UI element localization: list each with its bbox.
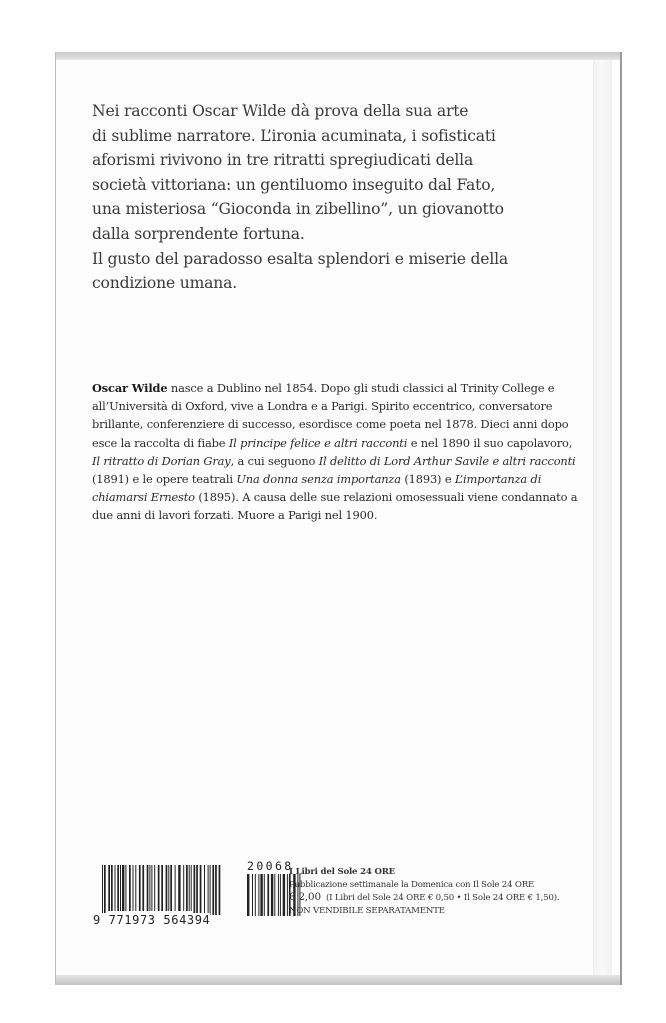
barcode-bar: [142, 865, 144, 911]
bio-segment: (1891) e le opere teatrali: [92, 472, 237, 487]
barcode-addon-digits: 20068: [247, 859, 294, 873]
barcode-bar: [117, 865, 119, 911]
blurb-paragraph-2: [92, 247, 572, 296]
barcode-bar: [111, 865, 113, 911]
bio-title: Il ritratto di Dorian Gray: [92, 453, 231, 468]
bio-segment: (1895). A causa delle sue relazioni omosessuali viene condannato a due anni di lavori forzati. Muore a Parigi nel 1900.: [92, 490, 578, 523]
barcode-bar: [219, 865, 221, 915]
barcode-bar: [178, 865, 180, 911]
barcode-bar: [204, 865, 205, 915]
blurb: [92, 99, 572, 296]
publication-frequency: Pubblicazione settimanale la Domenica con Il Sole 24 ORE: [289, 879, 535, 890]
barcode-bar: [212, 865, 214, 915]
barcode-bar: [274, 874, 275, 916]
barcode-bar: [200, 865, 202, 915]
barcode-bar: [208, 865, 209, 915]
barcode-bar: [287, 874, 288, 916]
barcode-bar: [104, 865, 106, 915]
barcode-bar: [147, 865, 149, 911]
bio-title: Il principe felice e altri racconti: [228, 435, 408, 450]
blurb-line: una misteriosa “Gioconda in zibellino”, un giovanotto: [92, 200, 504, 219]
barcode-bar: [102, 865, 103, 915]
publisher-name: I Libri del Sole 24 ORE: [289, 867, 396, 877]
blurb-line: di sublime narratore. L’ironia acuminata, i sofisticati: [92, 126, 496, 145]
barcode-bar: [278, 874, 279, 916]
barcode-bar: [139, 865, 141, 911]
barcode-bar: [264, 874, 265, 916]
author-bio: [92, 379, 582, 525]
barcode-bar: [247, 874, 249, 916]
barcode-bar: [194, 865, 196, 915]
cover-bottom-edge: [56, 975, 620, 985]
barcode-bar: [283, 874, 285, 916]
barcode-bar: [189, 865, 190, 911]
blurb-line: Nei racconti Oscar Wilde dà prova della sua arte: [92, 102, 469, 120]
barcode-bar: [133, 865, 134, 911]
barcode-bar: [170, 865, 172, 911]
barcode-bar: [129, 865, 131, 911]
barcode-bar: [125, 865, 126, 911]
barcode-bar: [215, 865, 217, 915]
barcode-bar: [191, 865, 192, 911]
barcode-digits: 9 771973 564394: [93, 913, 211, 927]
barcode-bar: [252, 874, 253, 916]
barcode-bar: [166, 865, 168, 911]
price: € 2,00: [289, 891, 321, 904]
barcode-bar: [161, 865, 163, 911]
barcode-bar: [210, 865, 211, 915]
bio-segment: (1893) e: [400, 472, 455, 487]
blurb-line: Il gusto del paradosso esalta splendori e miserie della: [92, 249, 508, 268]
bio-segment: e nel 1890 il suo capolavoro,: [407, 435, 573, 450]
barcode-bar: [255, 874, 256, 916]
barcode-bar: [151, 865, 152, 911]
back-cover: [55, 52, 622, 985]
blurb-line: società vittoriana: un gentiluomo inseguito dal Fato,: [92, 175, 496, 194]
barcode-bar: [258, 874, 259, 916]
blurb-line: dalla sorprendente fortuna.: [92, 224, 305, 243]
blurb-paragraph-1: [92, 99, 572, 247]
barcode-bar: [135, 865, 136, 911]
cover-spine-edge: [593, 60, 612, 975]
bio-segment: nasce a Dublino nel 1854. Dopo gli studi classici al Trinity College e all’Università di Oxford, vive a Londra e a Parigi. Spirito eccentrico, conversatore brillante, conferenziere di successo, esordisce come poeta nel 1878. Dieci anni dopo esce la raccolta di fiabe: [92, 381, 569, 450]
barcode-bar: [183, 865, 184, 911]
sale-notice: NON VENDIBILE SEPARATAMENTE: [289, 905, 445, 916]
barcode-bar: [196, 865, 198, 915]
barcode: [91, 859, 294, 930]
barcode-bar: [108, 865, 110, 911]
barcode-bar: [115, 865, 116, 911]
blurb-line: condizione umana.: [92, 274, 237, 293]
bio-title: Il delitto di Lord Arthur Savile e altri racconti: [318, 453, 576, 468]
barcode-bar: [175, 865, 176, 911]
barcode-bar: [280, 874, 281, 916]
barcode-bar: [158, 865, 160, 911]
cover-top-edge: [56, 52, 620, 60]
barcode-bar: [186, 865, 188, 911]
price-detail: (I Libri del Sole 24 ORE € 0,50 • Il Sole 24 ORE € 1,50).: [325, 893, 560, 904]
barcode-bar: [260, 874, 262, 916]
barcode-bar: [122, 865, 124, 911]
barcode-bar: [149, 865, 150, 911]
barcode-bar: [168, 865, 169, 911]
barcode-bar: [267, 874, 269, 916]
blurb-line: aforismi rivivono in tre ritratti spregiudicati della: [92, 151, 474, 170]
bio-segment: , a cui seguono: [230, 453, 319, 468]
bio-title: L’importanza di chiamarsi Ernesto: [92, 472, 542, 505]
bio-title: Una donna senza importanza: [236, 472, 401, 487]
barcode-bar: [154, 865, 155, 911]
author-name: Oscar Wilde: [92, 381, 168, 395]
barcode-bar: [271, 874, 273, 916]
barcode-main-bars: [101, 865, 221, 915]
publication-info: [289, 866, 609, 917]
barcode-bar: [120, 865, 121, 911]
